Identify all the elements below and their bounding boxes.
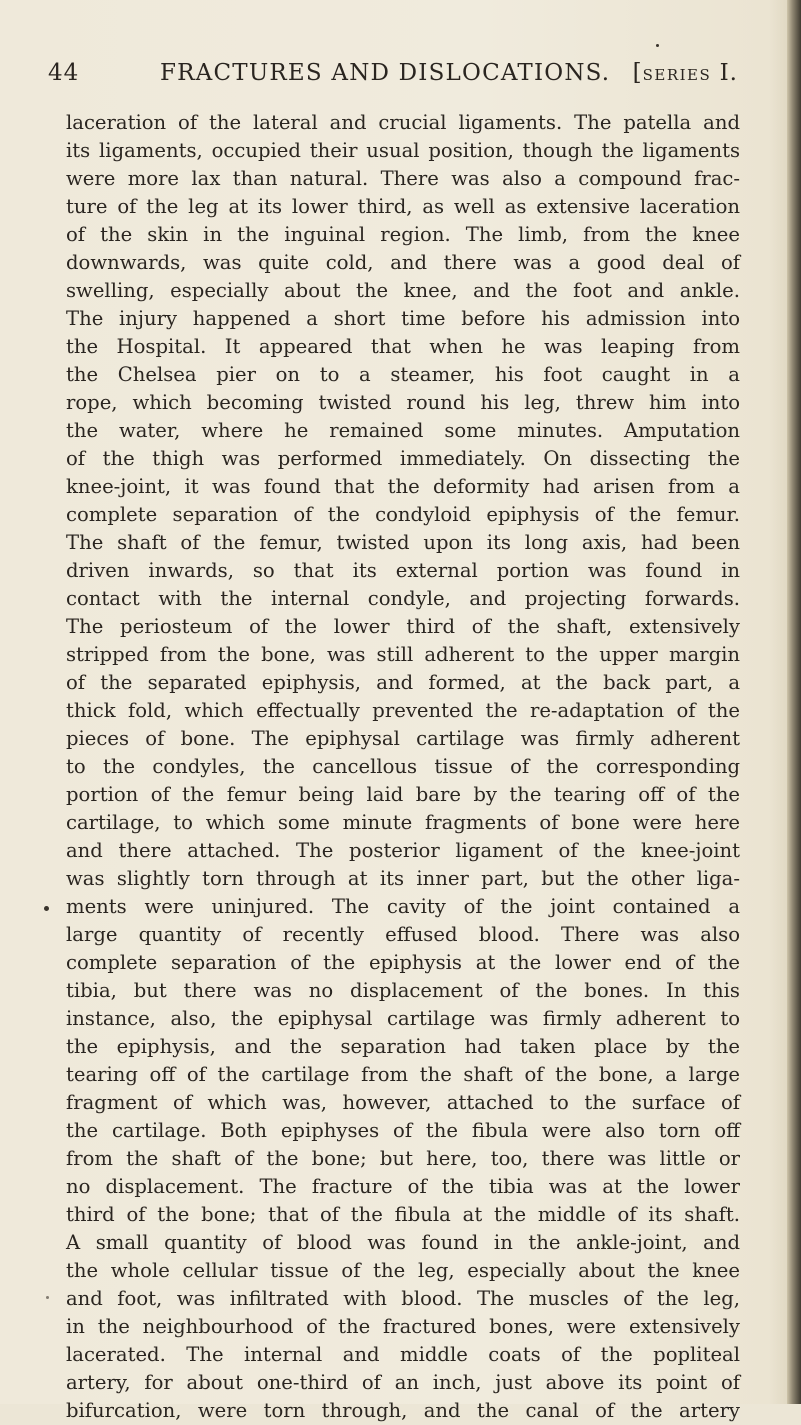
running-header [48,60,738,94]
text-line: of the separated epiphysis, and formed, at the back part, a [66,671,740,694]
series-word: SERIES [642,66,712,84]
text-line: from the shaft of the bone; but here, too, there was little or [66,1147,740,1170]
text-line: tibia, but there was no displacement of the bones. In this [66,979,740,1002]
text-line: artery, for about one-third of an inch, just above its point of [66,1371,740,1394]
text-line: large quantity of recently effused blood. There was also [66,923,740,946]
text-line: no displacement. The fracture of the tibia was at the lower [66,1175,740,1198]
text-line: portion of the femur being laid bare by the tearing off of the [66,783,740,806]
text-line: the epiphysis, and the separation had taken place by the [66,1035,740,1058]
text-line: the whole cellular tissue of the leg, especially about the knee [66,1259,740,1282]
text-line: lacerated. The internal and middle coats of the popliteal [66,1343,740,1366]
text-line: The injury happened a short time before his admission into [66,307,740,330]
text-line: the Hospital. It appeared that when he was leaping from [66,335,740,358]
text-line: downwards, was quite cold, and there was a good deal of [66,251,740,274]
ink-speck [46,1296,49,1299]
running-title: FRACTURES AND DISLOCATIONS. [160,60,611,86]
text-line: rope, which becoming twisted round his leg, threw him into [66,391,740,414]
text-line: stripped from the bone, was still adherent to the upper margin [66,643,740,666]
text-line: ments were uninjured. The cavity of the joint contained a [66,895,740,918]
text-line: laceration of the lateral and crucial ligaments. The patella and [66,111,740,134]
text-line: was slightly torn through at its inner part, but the other liga- [66,867,740,890]
body-text [66,109,740,1425]
series-label [633,60,738,86]
text-line: thick fold, which effectually prevented the re-adaptation of the [66,699,740,722]
text-line: knee-joint, it was found that the deformity had arisen from a [66,475,740,498]
text-line: and there attached. The posterior ligament of the knee-joint [66,839,740,862]
text-line: complete separation of the condyloid epiphysis of the femur. [66,503,740,526]
text-line: pieces of bone. The epiphysal cartilage was firmly adherent [66,727,740,750]
text-line: The periosteum of the lower third of the shaft, extensively [66,615,740,638]
text-line: The shaft of the femur, twisted upon its long axis, had been [66,531,740,554]
page-number: 44 [48,60,80,86]
text-line: to the condyles, the cancellous tissue of the corresponding [66,755,740,778]
text-line: complete separation of the epiphysis at the lower end of the [66,951,740,974]
text-line: and foot, was infiltrated with blood. The muscles of the leg, [66,1287,740,1310]
text-line: tearing off of the cartilage from the shaft of the bone, a large [66,1063,740,1086]
series-number: I. [719,60,738,86]
text-line: its ligaments, occupied their usual position, though the ligaments [66,139,740,162]
text-line: driven inwards, so that its external portion was found in [66,559,740,582]
text-line: the Chelsea pier on to a steamer, his foot caught in a [66,363,740,386]
text-line: bifurcation, were torn through, and the canal of the artery [66,1399,740,1422]
text-line: of the thigh was performed immediately. On dissecting the [66,447,740,470]
text-line: fragment of which was, however, attached to the surface of [66,1091,740,1114]
text-line: were more lax than natural. There was also a compound frac- [66,167,740,190]
text-line: instance, also, the epiphysal cartilage was firmly adherent to [66,1007,740,1030]
text-line: contact with the internal condyle, and projecting forwards. [66,587,740,610]
text-line: swelling, especially about the knee, and the foot and ankle. [66,279,740,302]
ink-speck [44,906,49,911]
series-bracket: [ [632,60,643,86]
text-line: ture of the leg at its lower third, as well as extensive laceration [66,195,740,218]
text-line: of the skin in the inguinal region. The limb, from the knee [66,223,740,246]
text-line: third of the bone; that of the fibula at the middle of its shaft. [66,1203,740,1226]
text-line: cartilage, to which some minute fragments of bone were here [66,811,740,834]
text-line: the water, where he remained some minutes. Amputation [66,419,740,442]
text-line: in the neighbourhood of the fractured bones, were extensively [66,1315,740,1338]
text-line: A small quantity of blood was found in the ankle-joint, and [66,1231,740,1254]
text-line: the cartilage. Both epiphyses of the fibula were also torn off [66,1119,740,1142]
ink-speck [656,44,659,47]
page-edge-shadow [787,0,801,1404]
